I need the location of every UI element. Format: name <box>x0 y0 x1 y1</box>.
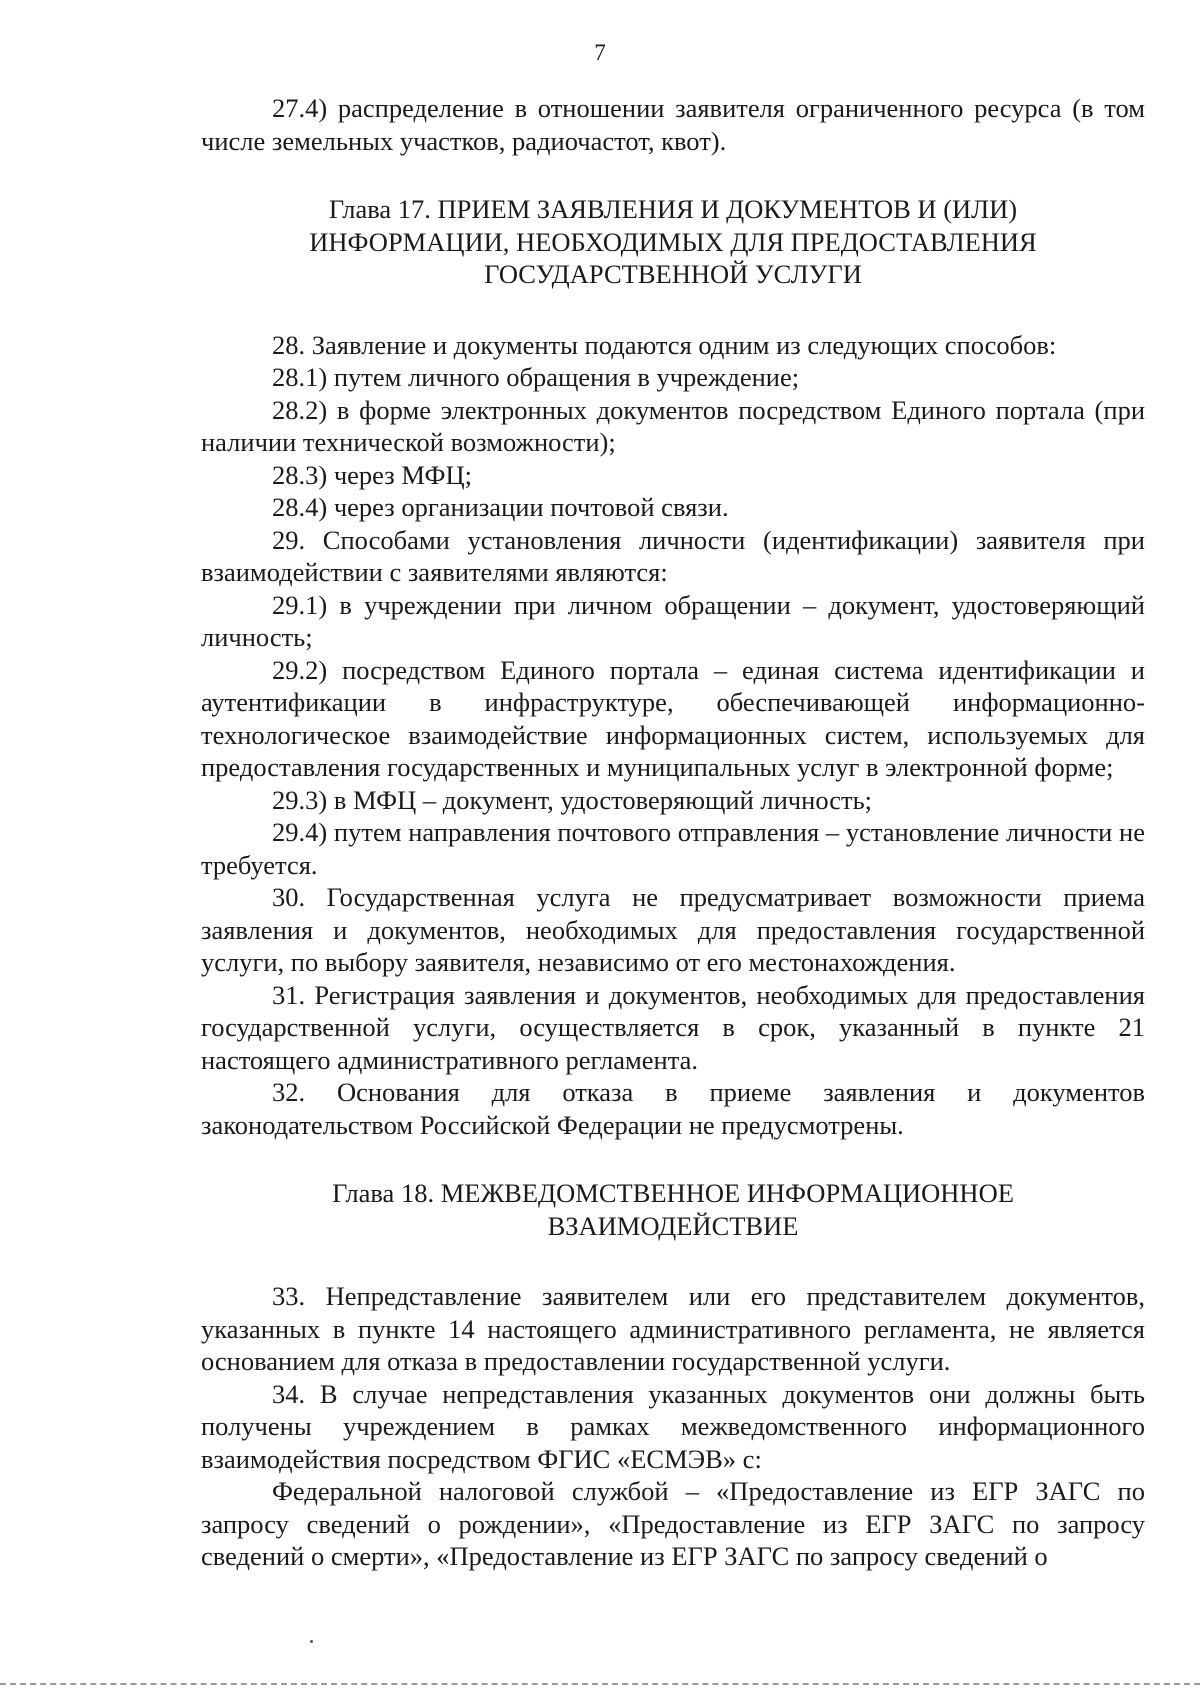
paragraph-29: 29. Способами установления личности (идентификации) заявителя при взаимодействии с заявителями являются: <box>201 524 1145 587</box>
document-body <box>201 92 1145 1573</box>
chapter-18-title <box>201 1177 1145 1242</box>
scan-edge-line <box>0 1683 1200 1685</box>
chapter-17-title-line: Глава 17. ПРИЕМ ЗАЯВЛЕНИЯ И ДОКУМЕНТОВ И (ИЛИ) <box>328 194 1018 224</box>
paragraph-34-fns: Федеральной налоговой службой – «Предоставление из ЕГР ЗАГС по запросу сведений о рождении», «Предоставление из ЕГР ЗАГС по запросу сведений о смерти», «Предоставление из ЕГР ЗАГС по запросу сведений о <box>201 1476 1145 1571</box>
paragraph-32: 32. Основания для отказа в приеме заявления и документов законодательством Российской Федерации не предусмотрены. <box>201 1077 1145 1140</box>
paragraph-30: 30. Государственная услуга не предусматривает возможности приема заявления и документов, необходимых для предоставления государственной услуги, по выбору заявителя, независимо от его местонахождения. <box>201 882 1145 977</box>
paragraph-29-2: 29.2) посредством Единого портала – единая система идентификации и аутентификации в инфраструктуре, обеспечивающей информационно-технологическое взаимодействие информационных систем, используемых для предоставления государственных и муниципальных услуг в электронной форме; <box>201 654 1145 782</box>
paragraph-34: 34. В случае непредставления указанных документов они должны быть получены учреждением в рамках межведомственного информационного взаимодействия посредством ФГИС «ЕСМЭВ» с: <box>201 1378 1145 1474</box>
page-number: 7 <box>594 40 606 65</box>
chapter-18-title-line: Глава 18. МЕЖВЕДОМСТВЕННОЕ ИНФОРМАЦИОННОЕ <box>332 1178 1014 1208</box>
paragraph-29-1: 29.1) в учреждении при личном обращении – документ, удостоверяющий личность; <box>201 589 1145 652</box>
paragraph-28-2: 28.2) в форме электронных документов посредством Единого портала (при наличии технической возможности); <box>201 394 1145 457</box>
paragraph-29-4: 29.4) путем направления почтового отправления – установление личности не требуется. <box>201 817 1145 880</box>
paragraph-28-1: 28.1) путем личного обращения в учреждение; <box>272 362 800 392</box>
paragraph-31: 31. Регистрация заявления и документов, необходимых для предоставления государственной услуги, осуществляется в срок, указанный в пункте 21 настоящего административного регламента. <box>201 979 1145 1075</box>
chapter-17-title-line: ИНФОРМАЦИИ, НЕОБХОДИМЫХ ДЛЯ ПРЕДОСТАВЛЕНИЯ <box>309 226 1037 257</box>
scan-speck <box>310 1640 313 1643</box>
paragraph-28-4: 28.4) через организации почтовой связи. <box>272 492 729 522</box>
paragraph-33: 33. Непредставление заявителем или его представителем документов, указанных в пункте 14 настоящего административного регламента, не является основанием для отказа в предоставлении государственной услуги. <box>201 1281 1145 1376</box>
paragraph-29-3: 29.3) в МФЦ – документ, удостоверяющий личность; <box>272 784 873 815</box>
chapter-17-title-line: ГОСУДАРСТВЕННОЙ УСЛУГИ <box>484 259 862 289</box>
paragraph-28-3: 28.3) через МФЦ; <box>272 459 472 490</box>
paragraph-28: 28. Заявление и документы подаются одним из следующих способов: <box>272 329 1057 360</box>
chapter-17-title <box>201 193 1145 291</box>
chapter-18-title-line: ВЗАИМОДЕЙСТВИЕ <box>547 1210 799 1241</box>
paragraph-27-4: 27.4) распределение в отношении заявителя ограниченного ресурса (в том числе земельных участков, радиочастот, квот). <box>201 93 1145 156</box>
